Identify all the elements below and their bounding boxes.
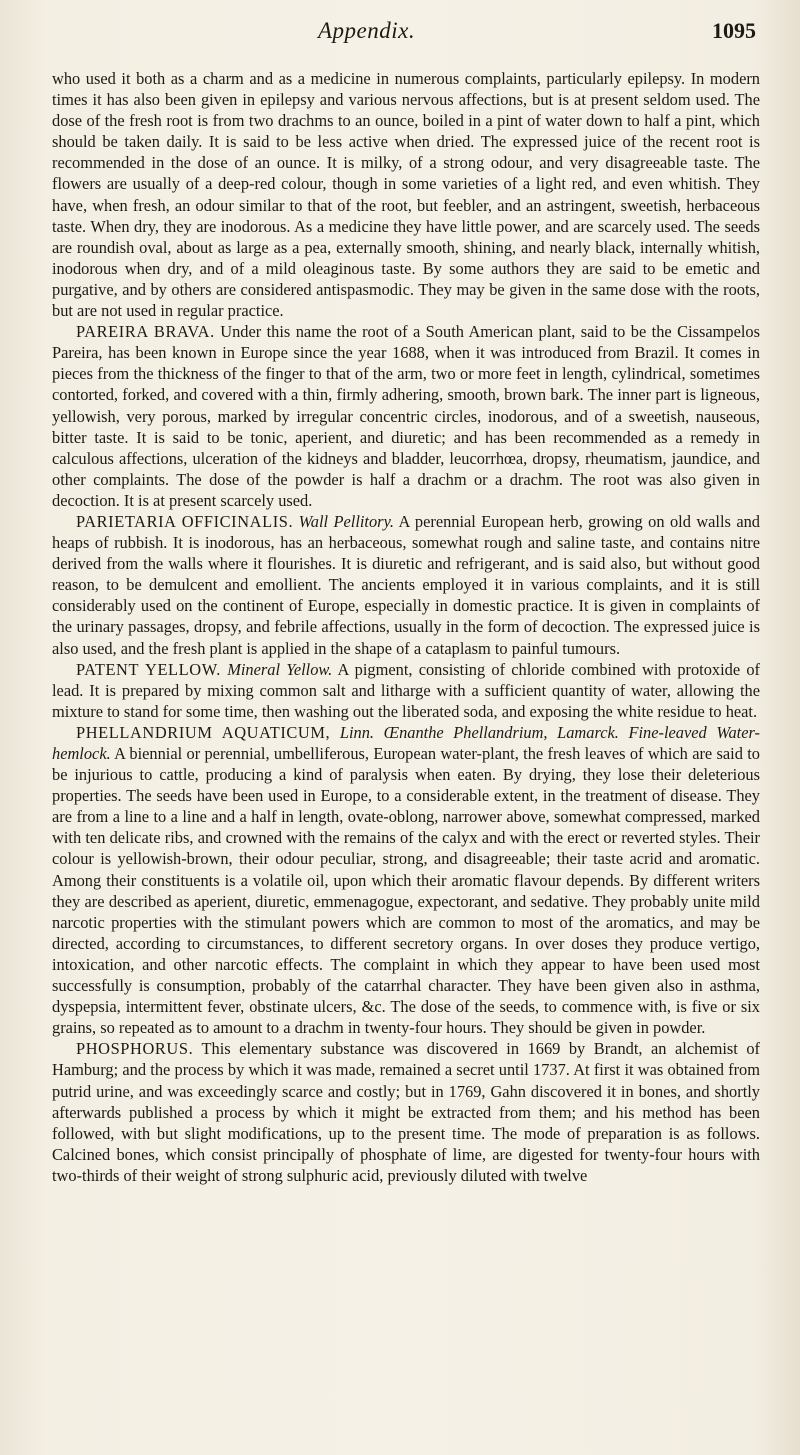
entry-headword: PATENT YELLOW. bbox=[76, 659, 221, 679]
entry-parietaria-officinalis bbox=[52, 511, 760, 659]
running-title: Appendix. bbox=[318, 18, 416, 43]
entry-phellandrium-aquaticum bbox=[52, 722, 760, 1038]
entry-phosphorus bbox=[52, 1038, 760, 1186]
entry-headword: PAREIRA BRAVA. bbox=[76, 322, 215, 342]
entry-synonym: Mineral Yellow. bbox=[227, 659, 333, 679]
entry-text: A biennial or perennial, umbelliferous, European water-plant, the fresh leaves of which are said to be injurious to cattle, producing a kind of paralysis when eaten. By drying, they lose their deleterious properties. The seeds have been used in Europe, to a considerable extent, in the treatment of disease. They are from a line to a line and a half in length, ovate-oblong, narrower above, somewhat compressed, marked with ten delicate ribs, and crowned with the remains of the calyx and with the erect or reverted styles. Their colour is yellowish-brown, their odour peculiar, strong, and disagreeable; their taste acrid and aromatic. Among their constituents is a volatile oil, upon which their aromatic flavour depends. By different writers they are described as aperient, diuretic, emmenagogue, expectorant, and sedative. They probably unite mild narcotic properties with the stimulant powers which are common to most of the aromatics, and may be directed, according to circumstances, to different secretory organs. In over doses they produce vertigo, intoxication, and other narcotic effects. The complaint in which they appear to have been used most successfully is consumption, probably of the catarrhal character. They have been given also in asthma, dyspepsia, intermittent fever, obstinate ulcers, &c. The dose of the seeds, to commence with, is five or six grains, so repeated as to amount to a drachm in twenty-four hours. They should be given in powder. bbox=[52, 744, 760, 1038]
entry-synonym: Linn. Œnanthe Phellandrium, Lamarck. Fine-leaved Water-hemlock. bbox=[52, 722, 761, 763]
running-head bbox=[0, 18, 800, 48]
entry-headword: PHOSPHORUS. bbox=[76, 1039, 194, 1059]
paragraph-continuation bbox=[52, 68, 760, 321]
body-text bbox=[52, 68, 760, 1186]
entry-synonym: Wall Pellitory. bbox=[298, 511, 395, 531]
entry-text: A perennial European herb, growing on old walls and heaps of rubbish. It is inodorous, has an herbaceous, somewhat rough and saline taste, and contains nitre derived from the walls where it flourishes. It is diuretic and refrigerant, and is said also, but without good reason, to be demulcent and emollient. The ancients employed it in various complaints, and it is still considerably used on the continent of Europe, especially in domestic practice. It is given in complaints of the urinary passages, dropsy, and febrile affections, usually in the form of decoction. The expressed juice is also used, and the fresh plant is applied in the shape of a cataplasm to painful tumours. bbox=[52, 511, 760, 658]
entry-text: This elementary substance was discovered in 1669 by Brandt, an alchemist of Hamburg; and the process by which it was made, remained a secret until 1737. At first it was obtained from putrid urine, and was exceedingly scarce and costly; but in 1769, Gahn discovered it in bones, and shortly afterwards published a process by which it might be extracted from them; and his method has been followed, with but slight modifications, up to the present time. The mode of preparation is as follows. Calcined bones, which consist principally of phosphate of lime, are digested for twenty-four hours with two-thirds of their weight of strong sulphuric acid, previously diluted with twelve bbox=[52, 1039, 760, 1185]
entry-text: A pigment, consisting of chloride combined with protoxide of lead. It is prepared by mixing common salt and litharge with a sufficient quantity of water, allowing the mixture to stand for some time, then washing out the liberated soda, and exposing the white residue to heat. bbox=[52, 659, 760, 721]
entry-text: Under this name the root of a South American plant, said to be the Cissampelos Pareira, has been known in Europe since the year 1688, when it was introduced from Brazil. It comes in pieces from the thickness of the finger to that of the arm, two or more feet in length, cylindrical, sometimes contorted, forked, and covered with a thin, firmly adhering, smooth, brown bark. The inner part is ligneous, yellowish, very porous, marked by irregular concentric circles, inodorous, and of a sweetish, nauseous, bitter taste. It is said to be tonic, aperient, and diuretic; and has been recommended as a remedy in calculous affections, ulceration of the kidneys and bladder, leucorrhœa, dropsy, rheumatism, jaundice, and other complaints. The dose of the powder is half a drachm or a drachm. The root was also given in decoction. It is at present scarcely used. bbox=[52, 322, 760, 510]
entry-headword: PARIETARIA OFFICINALIS. bbox=[76, 511, 294, 531]
entry-pareira-brava bbox=[52, 321, 760, 511]
entry-patent-yellow bbox=[52, 659, 760, 722]
page-number: 1095 bbox=[712, 18, 756, 43]
entry-headword: PHELLANDRIUM AQUATICUM, bbox=[76, 722, 331, 742]
paragraph-text: who used it both as a charm and as a medicine in numerous complaints, particularly epilepsy. In modern times it has also been given in epilepsy and various nervous affections, but is at present seldom used. The dose of the fresh root is from two drachms to an ounce, boiled in a pint of water down to half a pint, which should be taken daily. It is said to be less active when dried. The expressed juice of the recent root is recommended in the dose of an ounce. It is milky, of a strong odour, and very disagreeable taste. The flowers are usually of a deep-red colour, though in some varieties of a light red, and even whitish. They have, when fresh, an odour similar to that of the root, but feebler, and an astringent, sweetish, herbaceous taste. When dry, they are inodorous. As a medicine they have little power, and are scarcely used. The seeds are roundish oval, about as large as a pea, externally smooth, shining, and nearly black, internally whitish, inodorous when dry, and of a mild oleaginous taste. By some authors they are said to be emetic and purgative, and by others are considered antispasmodic. They may be given in the same dose with the roots, but are not used in regular practice. bbox=[52, 69, 760, 321]
